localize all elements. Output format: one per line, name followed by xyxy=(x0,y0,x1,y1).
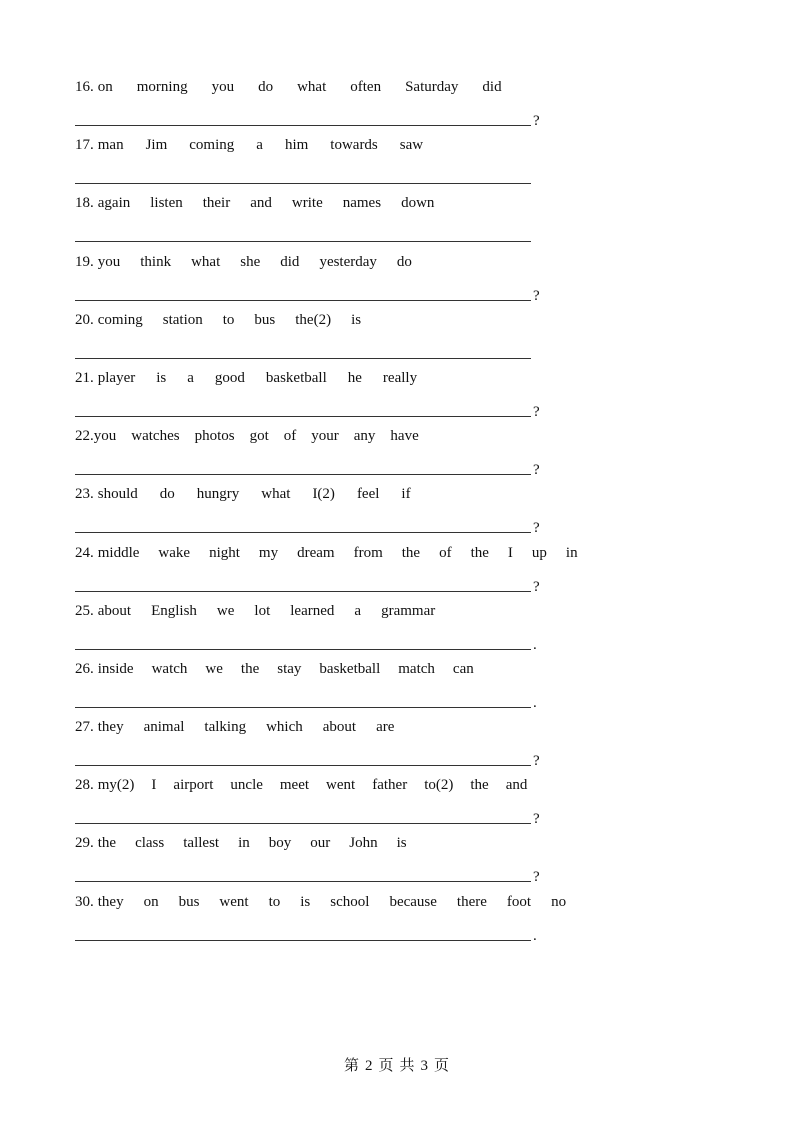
question-item xyxy=(75,76,575,134)
question-number: 25. xyxy=(75,602,94,619)
scrambled-words xyxy=(75,483,411,505)
word-token: there xyxy=(456,893,487,910)
word-token: no xyxy=(551,893,567,910)
word-token: grammar xyxy=(381,602,436,619)
question-number: 30. xyxy=(75,893,94,910)
word-token: really xyxy=(382,369,418,386)
question-item xyxy=(75,309,575,367)
word-token: have xyxy=(390,428,419,445)
word-token: write xyxy=(291,195,323,212)
answer-line xyxy=(75,241,531,242)
word-token: the xyxy=(401,544,421,561)
answer-line xyxy=(75,881,531,882)
end-punctuation: ? xyxy=(533,287,540,304)
answer-line xyxy=(75,416,531,417)
word-token: up xyxy=(531,544,547,561)
word-token: you xyxy=(211,79,235,95)
question-item xyxy=(75,425,575,483)
word-token: we xyxy=(216,602,235,619)
word-token: bus xyxy=(178,893,200,910)
word-token: hungry xyxy=(196,486,240,503)
answer-blank[interactable] xyxy=(75,457,545,479)
footer-total-prefix: 共 xyxy=(399,1058,415,1074)
word-token: to xyxy=(268,893,281,910)
word-token: foot xyxy=(506,893,532,910)
word-token: of xyxy=(283,428,297,445)
word-token: in xyxy=(238,835,250,852)
word-token: went xyxy=(219,893,249,910)
footer-page-number: 2 xyxy=(364,1058,373,1074)
word-token: if xyxy=(401,486,411,503)
word-token: a xyxy=(187,369,194,386)
question-number: 27. xyxy=(75,719,94,736)
word-token: their xyxy=(202,195,231,212)
word-token: a xyxy=(354,602,362,619)
answer-blank[interactable] xyxy=(75,806,545,828)
question-number: 28. xyxy=(75,777,94,794)
word-token: yesterday xyxy=(319,253,377,270)
question-item xyxy=(75,192,575,250)
word-token: watch xyxy=(151,660,188,677)
word-token: a xyxy=(256,137,263,154)
word-token: dream xyxy=(297,544,335,561)
word-token: are xyxy=(376,719,395,736)
answer-blank[interactable] xyxy=(75,690,545,712)
question-number: 18. xyxy=(75,195,94,212)
answer-blank[interactable] xyxy=(75,632,545,654)
word-token: the xyxy=(97,835,117,852)
word-token: stay xyxy=(277,660,302,677)
word-token: animal xyxy=(143,719,185,736)
word-token: because xyxy=(389,893,437,910)
answer-blank[interactable] xyxy=(75,748,545,770)
word-token: English xyxy=(151,602,197,619)
answer-blank[interactable] xyxy=(75,283,545,305)
answer-blank[interactable] xyxy=(75,574,545,596)
word-token: uncle xyxy=(230,777,263,794)
question-number: 19. xyxy=(75,253,94,270)
end-punctuation: ? xyxy=(533,462,540,479)
word-token: station xyxy=(162,311,203,328)
question-item xyxy=(75,134,575,192)
word-token: I(2) xyxy=(312,486,335,503)
question-number: 29. xyxy=(75,835,94,852)
scrambled-words xyxy=(75,367,417,389)
end-punctuation: . xyxy=(533,636,537,653)
word-token: the xyxy=(240,660,260,677)
scrambled-words xyxy=(75,542,578,564)
answer-line xyxy=(75,358,531,359)
word-token: which xyxy=(266,719,303,736)
question-number: 20. xyxy=(75,311,94,328)
question-number: 26. xyxy=(75,660,94,677)
word-token: do xyxy=(396,253,412,270)
word-token: learned xyxy=(290,602,335,619)
word-token: match xyxy=(398,660,435,677)
word-token: did xyxy=(280,253,300,270)
word-token: I xyxy=(151,777,157,794)
word-token: wake xyxy=(158,544,191,561)
word-token: the xyxy=(470,777,489,794)
word-token: I xyxy=(507,544,513,561)
word-token: down xyxy=(401,195,435,212)
question-number: 23. xyxy=(75,486,94,503)
answer-line xyxy=(75,591,531,592)
word-token: about xyxy=(97,602,132,619)
footer-prefix: 第 xyxy=(343,1058,359,1074)
scrambled-words xyxy=(75,658,474,680)
word-token: any xyxy=(353,428,376,445)
question-item xyxy=(75,600,575,658)
word-token: we xyxy=(205,660,223,677)
question-item xyxy=(75,542,578,600)
word-token: my(2) xyxy=(97,777,135,794)
scrambled-words xyxy=(75,309,361,331)
question-number: 22. xyxy=(75,428,94,445)
word-token: is xyxy=(351,311,362,328)
answer-line xyxy=(75,532,531,533)
word-token: saw xyxy=(399,137,424,154)
word-token: listen xyxy=(150,195,183,212)
word-token: my xyxy=(258,544,279,561)
answer-blank[interactable] xyxy=(75,224,545,246)
word-token: again xyxy=(97,195,131,212)
word-token: he xyxy=(347,369,362,386)
word-token: night xyxy=(209,544,240,561)
end-punctuation: . xyxy=(533,927,537,944)
answer-line xyxy=(75,474,531,475)
scrambled-words xyxy=(75,425,419,447)
word-token: from xyxy=(353,544,383,561)
word-token: man xyxy=(97,137,124,154)
scrambled-words xyxy=(75,716,394,738)
word-token: airport xyxy=(173,777,214,794)
word-token: meet xyxy=(279,777,310,794)
word-token: do xyxy=(258,79,274,95)
question-list xyxy=(75,76,578,949)
word-token: about xyxy=(322,719,357,736)
scrambled-words xyxy=(75,76,502,98)
word-token: on xyxy=(143,893,159,910)
word-token: good xyxy=(214,369,245,386)
word-token: what xyxy=(297,79,327,95)
word-token: names xyxy=(342,195,382,212)
answer-blank[interactable] xyxy=(75,399,545,421)
word-token: watches xyxy=(131,428,180,445)
scrambled-words xyxy=(75,832,407,854)
question-number: 24. xyxy=(75,544,94,561)
word-token: is xyxy=(300,893,311,910)
word-token: inside xyxy=(97,660,134,677)
answer-blank[interactable] xyxy=(75,166,545,188)
word-token: got xyxy=(249,428,269,445)
word-token: do xyxy=(159,486,175,503)
footer-page-word: 页 xyxy=(378,1058,394,1074)
word-token: boy xyxy=(268,835,292,852)
end-punctuation: ? xyxy=(533,403,540,420)
question-item xyxy=(75,251,575,309)
word-token: coming xyxy=(189,137,235,154)
end-punctuation: ? xyxy=(533,113,540,129)
word-token: can xyxy=(452,660,474,677)
word-token: your xyxy=(311,428,339,445)
word-token: John xyxy=(349,835,378,852)
word-token: bus xyxy=(254,311,276,328)
word-token: talking xyxy=(204,719,247,736)
end-punctuation: . xyxy=(533,694,537,711)
word-token: player xyxy=(97,369,136,386)
answer-line xyxy=(75,707,531,708)
answer-line xyxy=(75,940,531,941)
word-token: you xyxy=(97,253,121,270)
answer-line xyxy=(75,649,531,650)
answer-blank[interactable] xyxy=(75,864,545,886)
question-item xyxy=(75,367,575,425)
word-token: school xyxy=(330,893,370,910)
word-token: what xyxy=(191,253,221,270)
end-punctuation: ? xyxy=(533,753,540,770)
question-number: 21. xyxy=(75,369,94,386)
word-token: to xyxy=(222,311,235,328)
word-token: went xyxy=(326,777,356,794)
footer-suffix: 页 xyxy=(434,1058,450,1074)
word-token: and xyxy=(250,195,272,212)
word-token: morning xyxy=(136,79,188,95)
page-footer xyxy=(0,1054,793,1075)
word-token: coming xyxy=(97,311,143,328)
word-token: what xyxy=(261,486,291,503)
word-token: lot xyxy=(254,602,271,619)
word-token: did xyxy=(482,79,502,95)
end-punctuation: ? xyxy=(533,520,540,537)
end-punctuation: ? xyxy=(533,811,540,828)
word-token: the(2) xyxy=(295,311,332,328)
word-token: middle xyxy=(97,544,140,561)
word-token: you xyxy=(93,428,117,445)
scrambled-words xyxy=(75,134,423,156)
answer-line xyxy=(75,765,531,766)
question-item xyxy=(75,774,575,832)
end-punctuation: ? xyxy=(533,578,540,595)
word-token: tallest xyxy=(183,835,220,852)
word-token: she xyxy=(240,253,261,270)
word-token: to(2) xyxy=(424,777,454,794)
word-token: they xyxy=(97,893,124,910)
answer-line xyxy=(75,823,531,824)
question-number: 16. xyxy=(75,79,94,95)
word-token: photos xyxy=(194,428,235,445)
answer-blank[interactable] xyxy=(75,923,545,945)
question-item xyxy=(75,716,575,774)
word-token: the xyxy=(470,544,489,561)
question-item xyxy=(75,891,575,949)
answer-blank[interactable] xyxy=(75,341,545,363)
scrambled-words xyxy=(75,251,412,273)
question-item xyxy=(75,658,575,716)
word-token: often xyxy=(350,79,382,95)
answer-line xyxy=(75,183,531,184)
word-token: our xyxy=(310,835,331,852)
answer-blank[interactable] xyxy=(75,108,545,130)
word-token: of xyxy=(439,544,452,561)
scrambled-words xyxy=(75,600,435,622)
footer-total-pages: 3 xyxy=(420,1058,429,1074)
question-number: 17. xyxy=(75,137,94,154)
word-token: is xyxy=(156,369,167,386)
question-item xyxy=(75,832,575,890)
scrambled-words xyxy=(75,192,434,214)
word-token: towards xyxy=(330,137,378,154)
word-token: basketball xyxy=(319,660,381,677)
word-token: is xyxy=(396,835,407,852)
word-token: they xyxy=(97,719,124,736)
word-token: should xyxy=(97,486,138,503)
word-token: basketball xyxy=(265,369,327,386)
word-token: father xyxy=(372,777,408,794)
answer-line xyxy=(75,300,531,301)
word-token: him xyxy=(284,137,309,154)
word-token: think xyxy=(140,253,172,270)
word-token: feel xyxy=(356,486,380,503)
end-punctuation: ? xyxy=(533,869,540,886)
word-token: class xyxy=(135,835,165,852)
word-token: Jim xyxy=(145,137,168,154)
answer-line xyxy=(75,125,531,126)
word-token: Saturday xyxy=(405,79,459,95)
answer-blank[interactable] xyxy=(75,515,545,537)
scrambled-words xyxy=(75,891,566,913)
question-item xyxy=(75,483,575,541)
word-token: in xyxy=(565,544,578,561)
word-token: and xyxy=(505,777,528,794)
scrambled-words xyxy=(75,774,527,796)
word-token: on xyxy=(97,79,113,95)
